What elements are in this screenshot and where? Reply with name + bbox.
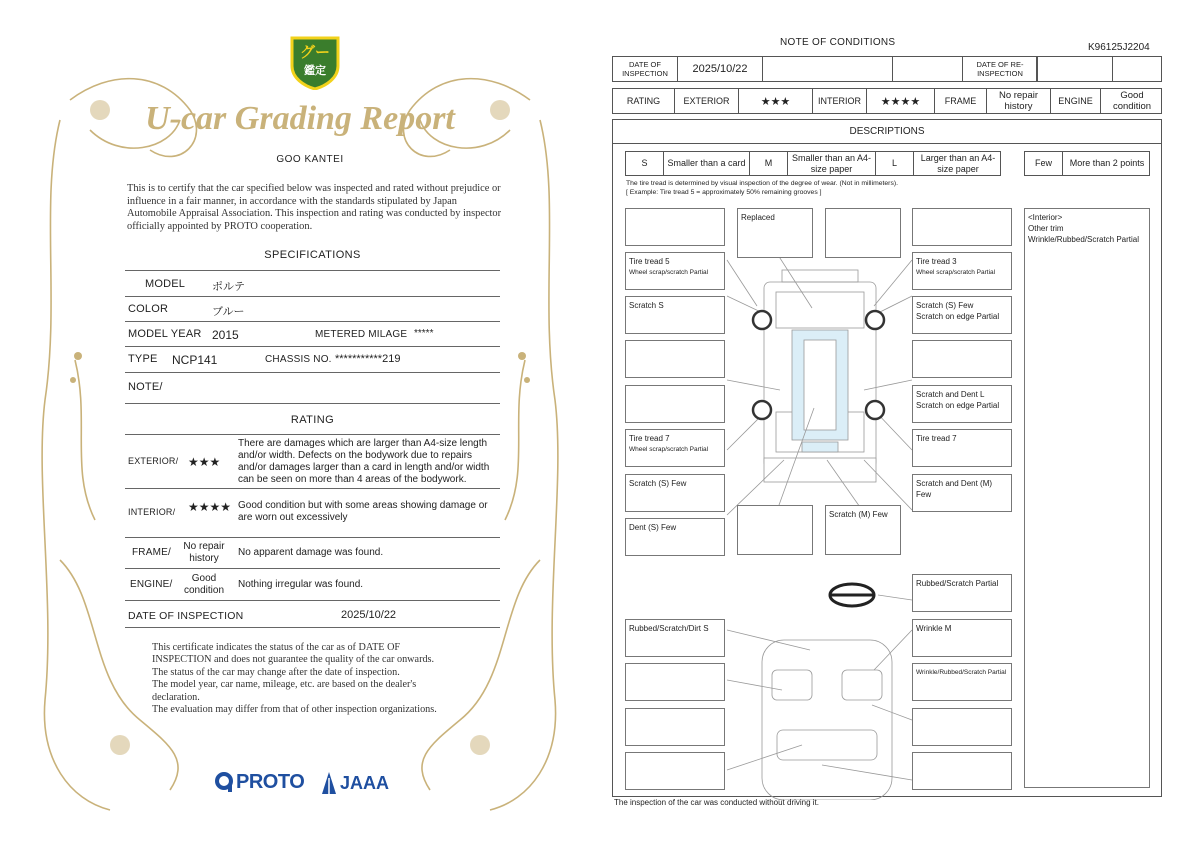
- type-label: TYPE: [128, 353, 158, 365]
- note-box: [912, 752, 1012, 790]
- engine-value-cell: Good condition: [1112, 90, 1152, 112]
- date-of-inspection-header: DATE OF INSPECTION: [613, 57, 678, 81]
- note-box: [825, 208, 901, 258]
- disclaimer-line: The evaluation may differ from that of other inspection organizations.: [152, 704, 437, 716]
- note-box: [912, 340, 1012, 378]
- exterior-description: There are damages which are larger than A4-size length and/or width. Defects on the bodywork due to repairs and/or damages larger than a card in length and/or width can be seen on more than 4 areas of the bodywork.: [238, 438, 490, 485]
- legend-l-text: Larger than an A4-size paper: [920, 152, 996, 174]
- size-legend: [625, 151, 1001, 176]
- exterior-stars: ★★★: [188, 455, 221, 469]
- interior-panel-line: Wrinkle/Rubbed/Scratch Partial: [1028, 235, 1140, 244]
- rating-row: [612, 88, 1162, 114]
- frame-value: No repair history: [183, 541, 225, 564]
- note-line: Wheel scrap/scratch Partial: [916, 269, 996, 276]
- note-scratch-dent-l: [912, 385, 1012, 423]
- note-scratch-s-few-left: Scratch (S) Few: [625, 474, 725, 512]
- blank-cell: [893, 57, 963, 81]
- jaaa-logo-mark: [320, 770, 338, 796]
- note-scratch-s: Scratch S: [625, 296, 725, 334]
- note-tire-tread-5: [625, 252, 725, 290]
- note-scratch-m-few: Scratch (M) Few: [825, 505, 901, 555]
- note-line: Tire tread 7: [629, 434, 670, 443]
- note-box: [912, 708, 1012, 746]
- certificate-subtitle: GOO KANTEI: [276, 154, 344, 165]
- color-label: COLOR: [128, 303, 169, 315]
- exterior-label: EXTERIOR/: [128, 456, 179, 466]
- note-dent-s-few: Dent (S) Few: [625, 518, 725, 556]
- date-of-inspection-label: DATE OF INSPECTION: [128, 610, 244, 622]
- disclaimer-line: This certificate indicates the status of the car as of DATE OF: [152, 642, 401, 653]
- chassis-value: ***********219: [335, 353, 401, 365]
- note-line: Tire tread 3: [916, 257, 957, 266]
- frame-description: No apparent damage was found.: [238, 547, 384, 558]
- note-line: Tire tread 5: [629, 257, 670, 266]
- certificate-title: U-car Grading Report: [145, 100, 455, 137]
- legend-m-text: Smaller than an A4-size paper: [788, 152, 876, 175]
- specifications-heading: SPECIFICATIONS: [264, 249, 361, 261]
- interior-stars: ★★★★: [188, 500, 232, 514]
- goo-kantei-badge: [288, 32, 342, 90]
- engine-value: Good condition: [183, 573, 225, 596]
- inspection-date: 2025/10/22: [678, 57, 763, 81]
- note-line: Wheel scrap/scratch Partial: [629, 446, 709, 453]
- legend-few-text: More than 2 points: [1069, 158, 1145, 168]
- note-scratch-dent-m-few: Scratch and Dent (M) Few: [912, 474, 1012, 512]
- proto-logo: PROTO: [236, 771, 305, 793]
- frame-header: FRAME: [935, 89, 987, 113]
- model-year-label: MODEL YEAR: [128, 328, 202, 340]
- date-row: [612, 56, 1162, 82]
- footer-note: The inspection of the car was conducted without driving it.: [614, 798, 819, 807]
- disclaimer-line: INSPECTION and does not guarantee the quality of the car onwards.: [152, 654, 435, 666]
- disclaimer-line: The status of the car may change after the date of inspection.: [152, 666, 400, 678]
- tread-example: [ Example: Tire tread 5 = approximately 50% remaining grooves ]: [626, 189, 822, 196]
- legend-few-key: Few: [1025, 152, 1063, 175]
- color-value: ブルー: [212, 305, 245, 318]
- note-line: Scratch on edge Partial: [916, 401, 1000, 410]
- interior-panel-line: Other trim: [1028, 224, 1064, 233]
- note-box: [625, 663, 725, 701]
- note-box: [625, 208, 725, 246]
- note-tire-tread-3: [912, 252, 1012, 290]
- note-box: [912, 208, 1012, 246]
- note-wrinkle-m: Wrinkle M: [912, 619, 1012, 657]
- engine-header: ENGINE: [1051, 89, 1101, 113]
- blank-cell: [763, 57, 893, 81]
- legend-s-text: Smaller than a card: [664, 152, 750, 175]
- note-box: [737, 505, 813, 555]
- model-label: MODEL: [145, 278, 186, 290]
- note-label: NOTE/: [128, 381, 163, 393]
- model-year-value: 2015: [212, 328, 239, 342]
- certificate-intro: This is to certify that the car specified below was inspected and rated without prejudice or influence in a fair manner, in accordance with the standards stipulated by Japan Automobile Appraisal Association. This inspection and rating was conducted by inspector officially appointed by PROTO cooperation.: [127, 183, 502, 232]
- interior-notes-panel: [1024, 208, 1150, 788]
- certificate-disclaimer: [152, 642, 482, 716]
- note-scratch-s-few: [912, 296, 1012, 334]
- descriptions-heading: DESCRIPTIONS: [849, 126, 925, 137]
- disclaimer-line: The model year, car name, mileage, etc. are based on the dealer's: [152, 679, 417, 691]
- conditions-title: NOTE OF CONDITIONS: [780, 37, 896, 48]
- interior-header: INTERIOR: [813, 89, 867, 113]
- date-of-inspection-value: 2025/10/22: [341, 609, 397, 621]
- blank-cell: [1113, 57, 1163, 81]
- engine-label: ENGINE/: [130, 579, 173, 590]
- model-value: ポルテ: [212, 280, 245, 293]
- interior-stars-cell: ★★★★: [867, 89, 935, 113]
- chassis-label: CHASSIS NO.: [265, 354, 332, 365]
- note-wrinkle-rubbed-scratch-partial: Wrinkle/Rubbed/Scratch Partial: [912, 663, 1012, 701]
- mileage-label: METERED MILAGE: [315, 329, 408, 340]
- note-line: Scratch on edge Partial: [916, 312, 1000, 321]
- note-line: Scratch and Dent L: [916, 390, 985, 399]
- few-legend: [1024, 151, 1150, 176]
- note-rubbed-scratch-dirt-s: Rubbed/Scratch/Dirt S: [625, 619, 725, 657]
- exterior-header: EXTERIOR: [675, 89, 739, 113]
- note-line: Wheel scrap/scratch Partial: [629, 269, 709, 276]
- proto-logo-mark: [214, 771, 234, 793]
- exterior-stars-cell: ★★★: [739, 89, 813, 113]
- badge-text-top: グー: [299, 43, 330, 61]
- legend-l-key: L: [876, 152, 914, 175]
- frame-label: FRAME/: [132, 547, 171, 558]
- frame-value-cell: No repair history: [987, 89, 1051, 113]
- note-line: Scratch (S) Few: [916, 301, 974, 310]
- engine-description: Nothing irregular was found.: [238, 579, 364, 590]
- legend-s-key: S: [626, 152, 664, 175]
- date-of-reinspection-header: DATE OF RE-INSPECTION: [963, 57, 1038, 81]
- disclaimer-line: declaration.: [152, 691, 200, 703]
- interior-panel-line: <Interior>: [1028, 213, 1063, 222]
- steering-wheel-icon: [830, 584, 874, 606]
- tread-note: The tire tread is determined by visual inspection of the degree of wear. (Not in millimeters).: [626, 180, 898, 187]
- type-value: NCP141: [172, 353, 218, 367]
- note-box: [625, 385, 725, 423]
- note-rubbed-scratch-partial: Rubbed/Scratch Partial: [912, 574, 1012, 612]
- note-box: [625, 708, 725, 746]
- rating-heading: RATING: [290, 414, 335, 426]
- interior-label: INTERIOR/: [128, 507, 176, 517]
- legend-m-key: M: [750, 152, 788, 175]
- jaaa-logo: JAAA: [340, 773, 390, 793]
- interior-description: Good condition but with some areas showing damage or are worn out excessively: [238, 500, 488, 523]
- mileage-value: *****: [414, 328, 434, 339]
- document-id: K96125J2204: [1088, 42, 1150, 53]
- note-replaced: Replaced: [737, 208, 813, 258]
- note-tire-tread-7-left: [625, 429, 725, 467]
- note-box: [625, 752, 725, 790]
- reinspection-date: [1038, 57, 1113, 81]
- badge-text-bottom: 鑑定: [304, 64, 326, 77]
- note-box: [625, 340, 725, 378]
- note-tire-tread-7-right: Tire tread 7: [912, 429, 1012, 467]
- rating-header: RATING: [613, 89, 675, 113]
